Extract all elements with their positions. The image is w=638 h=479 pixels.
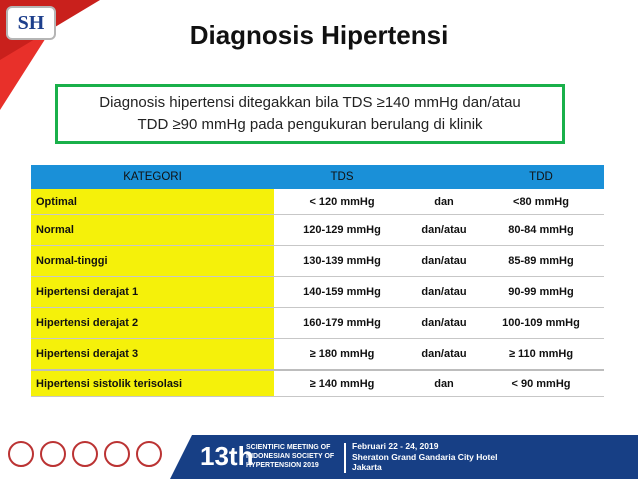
society-logo: SH (6, 6, 56, 40)
meeting-name: SCIENTIFIC MEETING OF INDONESIAN SOCIETY OF HYPERTENSION 2019 (246, 444, 335, 469)
table-header-row (31, 165, 604, 189)
row-connector: dan (410, 189, 478, 215)
row-tds: 120-129 mmHg (274, 215, 410, 246)
row-category: Normal-tinggi (31, 246, 274, 277)
row-tds: 130-139 mmHg (274, 246, 410, 277)
banner-divider (344, 443, 346, 473)
table-row (31, 246, 604, 277)
partner-logo-icon (8, 441, 34, 467)
partner-logo-icon (40, 441, 66, 467)
row-tdd: <80 mmHg (478, 189, 604, 215)
classification-table (31, 165, 604, 397)
table-row (31, 370, 604, 397)
row-tds: ≥ 180 mmHg (274, 339, 410, 371)
row-tds: < 120 mmHg (274, 189, 410, 215)
header-tdd: TDD (478, 165, 604, 189)
diagnosis-callout (55, 84, 565, 144)
conference-number: 13th (200, 441, 254, 471)
event-details (352, 441, 497, 473)
row-category: Hipertensi sistolik terisolasi (31, 370, 274, 397)
row-connector: dan/atau (410, 339, 478, 371)
row-category: Hipertensi derajat 1 (31, 277, 274, 308)
row-connector: dan/atau (410, 215, 478, 246)
row-category: Hipertensi derajat 3 (31, 339, 274, 371)
callout-line-1: Diagnosis hipertensi ditegakkan bila TDS ≥140 mmHg dan/atau (99, 94, 521, 111)
row-tds: 160-179 mmHg (274, 308, 410, 339)
row-category: Normal (31, 215, 274, 246)
callout-line-2: TDD ≥90 mmHg pada pengukuran berulang di klinik (137, 116, 483, 133)
partner-logo-icon (104, 441, 130, 467)
event-date: Februari 22 - 24, 2019 (352, 441, 439, 451)
header-tds: TDS (274, 165, 410, 189)
event-city: Jakarta (352, 462, 382, 472)
table-row (31, 277, 604, 308)
row-tdd: < 90 mmHg (478, 370, 604, 397)
header-connector (410, 165, 478, 189)
row-connector: dan/atau (410, 277, 478, 308)
table-row (31, 308, 604, 339)
row-tdd: 85-89 mmHg (478, 246, 604, 277)
row-category: Hipertensi derajat 2 (31, 308, 274, 339)
row-tdd: 90-99 mmHg (478, 277, 604, 308)
event-venue: Sheraton Grand Gandaria City Hotel (352, 451, 498, 462)
row-tds: 140-159 mmHg (274, 277, 410, 308)
conference-footer (0, 435, 638, 479)
partner-logo-icon (136, 441, 162, 467)
row-tdd: ≥ 110 mmHg (478, 339, 604, 371)
page-title: Diagnosis Hipertensi (189, 20, 449, 50)
row-tdd: 100-109 mmHg (478, 308, 604, 339)
row-connector: dan/atau (410, 308, 478, 339)
table-row (31, 189, 604, 215)
row-connector: dan/atau (410, 246, 478, 277)
partner-logo-icon (72, 441, 98, 467)
table-row (31, 215, 604, 246)
row-connector: dan (410, 370, 478, 397)
header-kategori: KATEGORI (31, 165, 274, 189)
row-tds: ≥ 140 mmHg (274, 370, 410, 397)
row-category: Optimal (31, 189, 274, 215)
table-row (31, 339, 604, 371)
row-tdd: 80-84 mmHg (478, 215, 604, 246)
partner-logos (8, 441, 162, 467)
